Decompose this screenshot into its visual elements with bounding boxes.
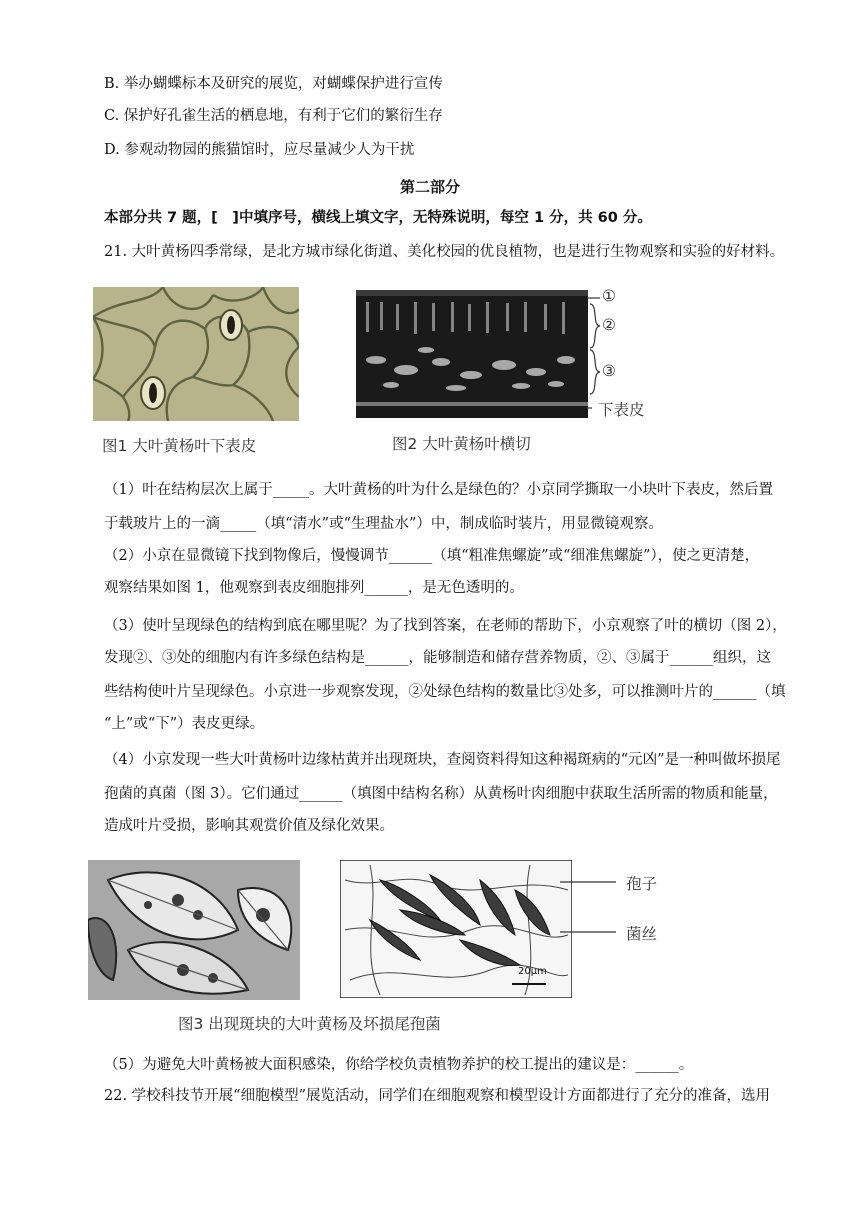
q21-part1-line2: 于载玻片上的一滴_____（填“清水”或“生理盐水”）中，制成临时装片，用显微镜观察。 xyxy=(104,516,663,532)
fig3-caption: 图3 出现斑块的大叶黄杨及坏损尾孢菌 xyxy=(178,1015,441,1033)
q21-part4-line2: 孢菌的真菌（图 3）。它们通过______（填图中结构名称）从黄杨叶肉细胞中获取生活所需的物质和能量， xyxy=(104,786,778,802)
fig3-label-spore: 孢子 xyxy=(626,875,658,893)
fig1-caption: 图1 大叶黄杨叶下表皮 xyxy=(102,437,257,455)
fig3-leader-lines xyxy=(560,878,620,938)
q22-intro: 22. 学校科技节开展“细胞模型”展览活动，同学们在细胞观察和模型设计方面都进行了充分的准备，选用 xyxy=(104,1088,770,1104)
section-title: 第二部分 xyxy=(399,178,460,196)
fig1-micrograph xyxy=(93,287,299,421)
q21-part4-line1: （4）小京发现一些大叶黄杨叶边缘枯黄并出现斑块，查阅资料得知这种褐斑病的“元凶”是一种叫做坏损尾 xyxy=(104,752,781,768)
q21-part3-line4: “上”或“下”）表皮更绿。 xyxy=(104,716,265,732)
fig3-label-hyphae: 菌丝 xyxy=(626,925,658,943)
fig2-label-1: ① xyxy=(602,287,616,305)
option-c: C. 保护好孔雀生活的栖息地，有利于它们的繁衍生存 xyxy=(104,108,443,124)
option-d: D. 参观动物园的熊猫馆时，应尽量减少人为干扰 xyxy=(104,142,415,158)
q21-part2-line2: 观察结果如图 1，他观察到表皮细胞排列______，是无色透明的。 xyxy=(104,580,524,596)
fig2-cross-section xyxy=(356,290,588,418)
q21-part3-line1: （3）使叶呈现绿色的结构到底在哪里呢？为了找到答案，在老师的帮助下，小京观察了叶的横切（图 2）， xyxy=(104,618,787,634)
fig2-label-lower-epidermis: 下表皮 xyxy=(598,401,645,419)
option-b: B. 举办蝴蝶标本及研究的展览，对蝴蝶保护进行宣传 xyxy=(104,76,443,92)
fig2-label-2: ② xyxy=(602,316,616,334)
q21-part1-line1: （1）叶在结构层次上属于_____。大叶黄杨的叶为什么是绿色的？小京同学撕取一小块叶下表皮，然后置 xyxy=(104,482,773,498)
fig3-leaves-photo xyxy=(88,860,300,1000)
scale-bar-label: 20μm xyxy=(518,966,547,977)
q21-intro: 21. 大叶黄杨四季常绿，是北方城市绿化街道、美化校园的优良植物，也是进行生物观察和实验的好材料。 xyxy=(104,244,785,260)
q21-part2-line1: （2）小京在显微镜下找到物像后，慢慢调节______（填“粗准焦螺旋”或“细准焦螺旋”），使之更清楚， xyxy=(104,548,760,564)
fig2-label-3: ③ xyxy=(602,362,616,380)
q21-part5: （5）为避免大叶黄杨被大面积感染，你给学校负责植物养护的校工提出的建议是：______。 xyxy=(104,1057,694,1073)
q21-part3-line2: 发现②、③处的细胞内有许多绿色结构是______，能够制造和储存营养物质，②、③属于______组织，这 xyxy=(104,650,771,666)
fig3-fungus-micrograph xyxy=(340,860,572,998)
section-instructions: 本部分共 7 题，[ ]中填序号，横线上填文字，无特殊说明，每空 1 分，共 60 分。 xyxy=(104,210,652,226)
fig2-caption: 图2 大叶黄杨叶横切 xyxy=(392,435,531,453)
q21-part4-line3: 造成叶片受损，影响其观赏价值及绿化效果。 xyxy=(104,818,394,834)
q21-part3-line3: 些结构使叶片呈现绿色。小京进一步观察发现，②处绿色结构的数量比③处多，可以推测叶片的______（填 xyxy=(104,684,786,700)
